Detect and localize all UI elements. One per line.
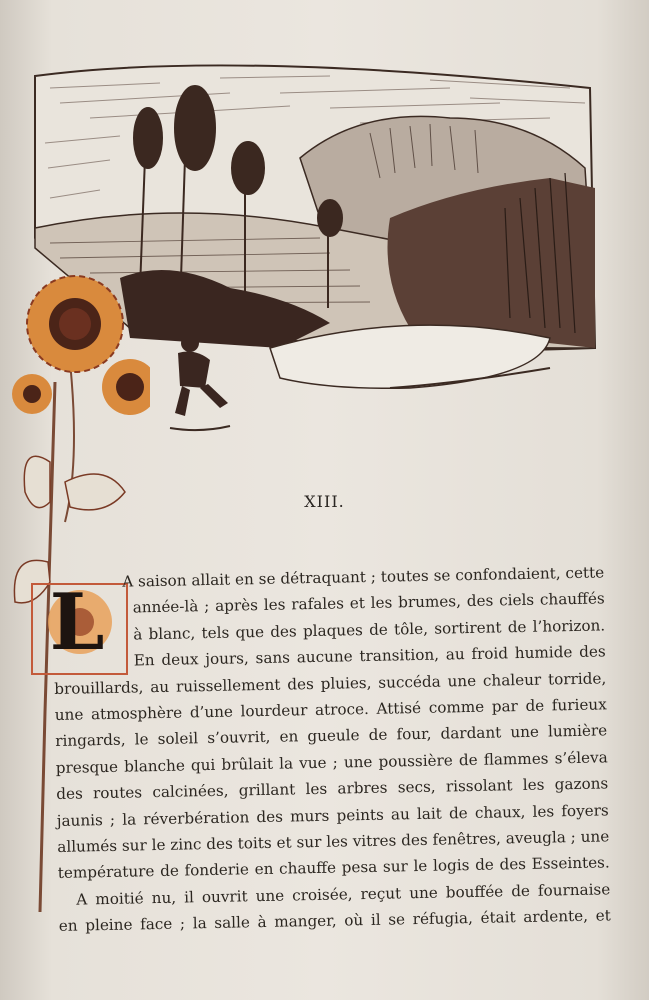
text-line: allumés sur le zinc des toits et sur les vitres des fenêtres, aveugla ; une (57, 827, 610, 857)
text-line: ringards, le soleil s’ouvrit, en gueule de four, dardant une lumière (55, 721, 608, 751)
text-line: des routes calcinées, grillant les arbres secs, rissolant les gazons (56, 774, 609, 804)
drop-cap-letter: L (49, 577, 105, 668)
text-line: brouillards, au ruissellement des pluies, succéda une chaleur torride, (54, 669, 607, 698)
text-line: à blanc, tels que des plaques de tôle, sortirent de l’horizon. (133, 616, 606, 644)
text-line: année-là ; après les rafales et les brumes, des ciels chauffés (132, 589, 605, 617)
chapter-number: XIII. (304, 492, 345, 511)
text-line: A saison allait en se détraquant ; toutes se confondaient, cette (122, 563, 605, 591)
text-line: presque blanche qui brûlait la vue ; une poussière de flammes s’éleva (55, 748, 608, 777)
text-line: une atmosphère d’une lourdeur atroce. Attisé comme par de furieux (54, 695, 607, 725)
text-line: température de fonderie en chauffe pesa sur le logis de des Esseintes. (57, 853, 610, 883)
text-line: En deux jours, sans aucune transition, au froid humide des (133, 642, 606, 670)
text-line: en pleine face ; la salle à manger, où il se réfugia, était ardente, et (58, 906, 611, 936)
text-line: jaunis ; la réverbération des murs peints au lait de chaux, les foyers (56, 801, 609, 830)
body-text (52, 559, 611, 939)
text-line: A moitié nu, il ouvrit une croisée, reçut une bouffée de fournaise (76, 880, 611, 909)
